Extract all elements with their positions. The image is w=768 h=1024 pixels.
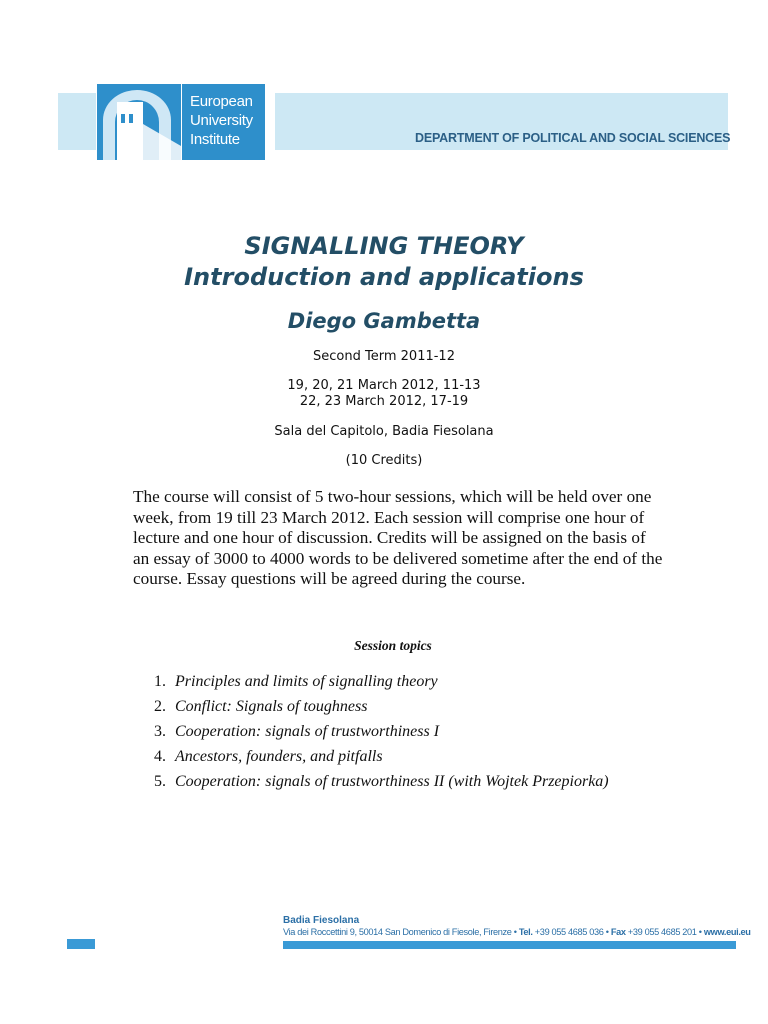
course-author: Diego Gambetta — [287, 309, 481, 333]
footer-website-link[interactable]: www.eui.eu — [703, 927, 751, 937]
topic-item — [154, 719, 609, 744]
footer-address-line — [283, 927, 751, 937]
course-term: Second Term 2011-12 — [313, 349, 455, 364]
eui-arch-tower-logo-icon — [97, 84, 181, 160]
topic-number: 5. — [154, 773, 166, 790]
topic-number: 4. — [154, 748, 166, 765]
topic-text: Principles and limits of signalling theory — [175, 673, 438, 690]
footer-tel: +39 055 4685 036 — [532, 927, 604, 937]
course-subtitle: Introduction and applications — [184, 263, 584, 291]
eui-logo-wordmark — [190, 92, 253, 149]
topic-item — [154, 744, 609, 769]
course-venue: Sala del Capitolo, Badia Fiesolana — [274, 424, 494, 439]
topic-item — [154, 694, 609, 719]
topic-item — [154, 769, 609, 794]
topic-text: Cooperation: signals of trustworthiness II (with Wojtek Przepiorka) — [175, 773, 609, 790]
topic-number: 3. — [154, 723, 166, 740]
topic-text: Conflict: Signals of toughness — [175, 698, 368, 715]
header-band-left — [58, 93, 96, 150]
course-credits: (10 Credits) — [345, 453, 423, 468]
session-topics-heading: Session topics — [354, 638, 432, 653]
course-title: SIGNALLING THEORY — [244, 232, 524, 260]
topic-item — [154, 669, 609, 694]
footer-separator: • — [511, 927, 519, 937]
footer-tel-label: Tel. — [518, 927, 533, 937]
footer-address: Via dei Roccettini 9, 50014 San Domenico di Fiesole, Firenze — [283, 927, 512, 937]
topic-number: 2. — [154, 698, 166, 715]
logo-line-1: European — [190, 93, 253, 110]
session-topics-list — [154, 669, 609, 794]
footer-left-marker — [67, 939, 95, 949]
footer-separator: • — [603, 927, 611, 937]
footer-bar — [283, 941, 736, 949]
topic-text: Cooperation: signals of trustworthiness I — [175, 723, 440, 740]
logo-line-2: University — [190, 112, 253, 129]
footer-fax: +39 055 4685 201 — [625, 927, 697, 937]
topic-number: 1. — [154, 673, 166, 690]
footer-fax-label: Fax — [610, 927, 626, 937]
footer-separator: • — [696, 927, 704, 937]
course-description: The course will consist of 5 two-hour sessions, which will be held over one week, from 19 till 23 March 2012. Each session will comprise one hour of lecture and one hour of discussion. Credits will be assigned on the basis of an essay of 3000 to 4000 words to be delivered sometime after the end of the course. Essay questions will be agreed during the course. — [133, 487, 663, 588]
course-dates-line-2: 22, 23 March 2012, 17-19 — [299, 394, 469, 409]
footer-place: Badia Fiesolana — [283, 915, 360, 926]
eui-logo-text-block — [182, 84, 265, 160]
logo-line-3: Institute — [190, 131, 240, 148]
course-dates-line-1: 19, 20, 21 March 2012, 11-13 — [287, 378, 481, 393]
topic-text: Ancestors, founders, and pitfalls — [175, 748, 383, 765]
department-name: DEPARTMENT OF POLITICAL AND SOCIAL SCIENCES — [415, 131, 731, 145]
